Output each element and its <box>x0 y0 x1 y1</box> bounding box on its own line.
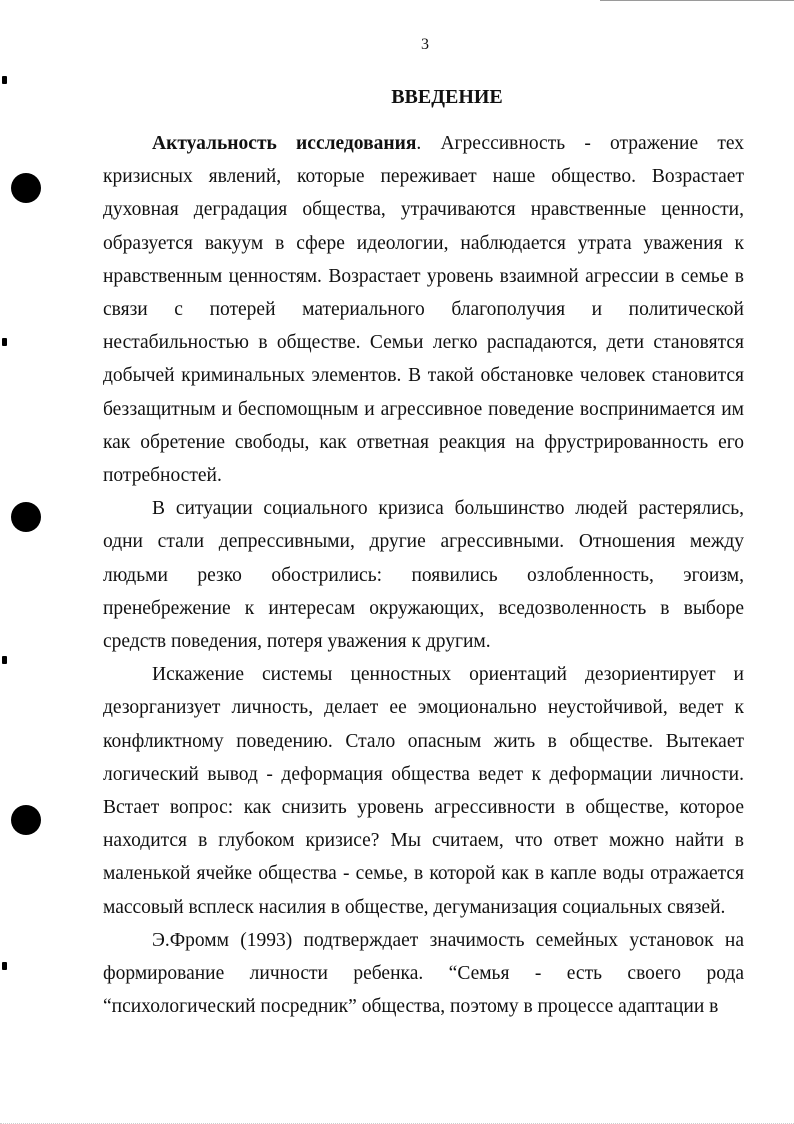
paragraph-text: . Агрессивность - отражение тех кризисных явлений, которые переживает наше общество. Возрастает духовная деградация общества, утрачиваются нравственные ценности, образуется вакуум в сфере идеологии, наблюдается утрата уважения к нравственным ценностям. Возрастает уровень взаимной агрессии в семье в связи с потерей материального благополучия и политической нестабильностью в обществе. Семьи легко распадаются, дети становятся добычей криминальных элементов. В такой обстановке человек становится беззащитным и беспомощным и агрессивное поведение воспринимается им как обретение свободы, как ответная реакция на фрустрированность его потребностей. <box>103 133 744 487</box>
paragraph-fromm: Э.Фромм (1993) подтверждает значимость семейных установок на формирование личности ребенка. “Семья - есть своего рода “психологический посредник” общества, поэтому в процессе адаптации в <box>103 929 744 1018</box>
document-body <box>103 127 744 1023</box>
scan-top-edge-rule <box>600 0 794 4</box>
punch-hole <box>11 805 41 835</box>
punch-hole <box>11 502 41 532</box>
scan-margin-mark <box>2 656 7 664</box>
scan-margin-mark <box>2 338 7 346</box>
section-heading: ВВЕДЕНИЕ <box>391 86 503 108</box>
paragraph-value-distortion: Искажение системы ценностных ориентаций дезориентирует и дезорганизует личность, делает ее эмоционально неустойчивой, ведет к конфликтному поведению. Стало опасным жить в обществе. Вытекает логический вывод - деформация общества ведет к деформации личности. Встает вопрос: как снизить уровень агрессивности в обществе, которое находится в глубоком кризисе? Мы считаем, что ответ можно найти в маленькой ячейке общества - семье, в которой как в капле воды отражается массовый всплеск насилия в обществе, дегуманизация социальных связей. <box>103 664 744 918</box>
punch-hole <box>11 173 41 203</box>
paragraph-social-crisis: В ситуации социального кризиса большинство людей растерялись, одни стали депрессивными, другие агрессивными. Отношения между людьми резко обострились: появились озлобленность, эгоизм, пренебрежение к интересам окружающих, вседозволенность в выборе средств поведения, потеря уважения к другим. <box>103 498 744 653</box>
paragraph-lead-term: Актуальность исследования <box>152 133 417 154</box>
page-number: 3 <box>421 36 429 53</box>
paragraph-relevance <box>103 127 744 492</box>
scan-margin-mark <box>2 76 7 84</box>
scan-margin-mark <box>2 962 7 970</box>
